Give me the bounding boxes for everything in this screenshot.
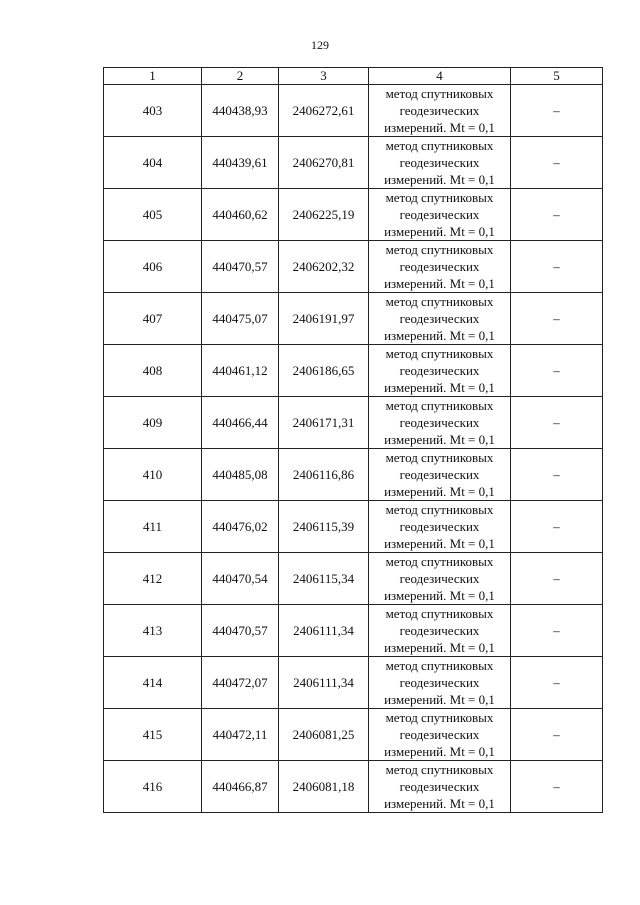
table-row (104, 293, 603, 345)
table-row (104, 345, 603, 397)
column-5-cell: – (511, 761, 603, 813)
method-text-line: геодезических (399, 259, 480, 274)
method-text-line: геодезических (399, 727, 480, 742)
method-text-line: измерений. Mt = 0,1 (384, 432, 495, 447)
column-5-cell: – (511, 657, 603, 709)
method-cell (369, 293, 511, 345)
point-number-cell: 411 (104, 501, 202, 553)
method-text-line: измерений. Mt = 0,1 (384, 276, 495, 291)
method-text-line: метод спутниковых (385, 294, 494, 309)
x-coordinate-cell: 440472,07 (202, 657, 279, 709)
method-text-line: измерений. Mt = 0,1 (384, 484, 495, 499)
y-coordinate-cell: 2406081,25 (279, 709, 369, 761)
x-coordinate-cell: 440466,87 (202, 761, 279, 813)
y-coordinate-cell: 2406111,34 (279, 605, 369, 657)
table-header-row (104, 68, 603, 85)
column-5-cell: – (511, 137, 603, 189)
column-5-cell: – (511, 397, 603, 449)
method-text-line: метод спутниковых (385, 606, 494, 621)
method-cell (369, 397, 511, 449)
column-header-5: 5 (511, 68, 603, 85)
method-text-line: геодезических (399, 623, 480, 638)
method-text-line: метод спутниковых (385, 502, 494, 517)
method-cell (369, 709, 511, 761)
point-number-cell: 412 (104, 553, 202, 605)
method-cell (369, 657, 511, 709)
point-number-cell: 414 (104, 657, 202, 709)
method-text-line: геодезических (399, 103, 480, 118)
method-text-line: геодезических (399, 207, 480, 222)
y-coordinate-cell: 2406116,86 (279, 449, 369, 501)
y-coordinate-cell: 2406225,19 (279, 189, 369, 241)
method-cell (369, 189, 511, 241)
table-row (104, 657, 603, 709)
method-text-line: метод спутниковых (385, 190, 494, 205)
column-5-cell: – (511, 553, 603, 605)
y-coordinate-cell: 2406115,34 (279, 553, 369, 605)
y-coordinate-cell: 2406115,39 (279, 501, 369, 553)
table-row (104, 553, 603, 605)
column-header-4: 4 (369, 68, 511, 85)
column-5-cell: – (511, 241, 603, 293)
method-text-line: метод спутниковых (385, 554, 494, 569)
y-coordinate-cell: 2406171,31 (279, 397, 369, 449)
point-number-cell: 406 (104, 241, 202, 293)
method-text-line: метод спутниковых (385, 86, 494, 101)
table-row (104, 137, 603, 189)
x-coordinate-cell: 440461,12 (202, 345, 279, 397)
y-coordinate-cell: 2406111,34 (279, 657, 369, 709)
method-cell (369, 137, 511, 189)
table-row (104, 189, 603, 241)
method-cell (369, 85, 511, 137)
x-coordinate-cell: 440476,02 (202, 501, 279, 553)
column-header-3: 3 (279, 68, 369, 85)
point-number-cell: 408 (104, 345, 202, 397)
method-text-line: метод спутниковых (385, 398, 494, 413)
x-coordinate-cell: 440475,07 (202, 293, 279, 345)
point-number-cell: 403 (104, 85, 202, 137)
method-cell (369, 761, 511, 813)
point-number-cell: 415 (104, 709, 202, 761)
column-5-cell: – (511, 449, 603, 501)
x-coordinate-cell: 440472,11 (202, 709, 279, 761)
method-text-line: геодезических (399, 467, 480, 482)
column-5-cell: – (511, 605, 603, 657)
method-text-line: геодезических (399, 779, 480, 794)
column-header-2: 2 (202, 68, 279, 85)
table-row (104, 241, 603, 293)
method-text-line: метод спутниковых (385, 762, 494, 777)
method-text-line: измерений. Mt = 0,1 (384, 224, 495, 239)
method-text-line: измерений. Mt = 0,1 (384, 640, 495, 655)
x-coordinate-cell: 440438,93 (202, 85, 279, 137)
column-5-cell: – (511, 501, 603, 553)
page-number: 129 (311, 38, 329, 52)
y-coordinate-cell: 2406191,97 (279, 293, 369, 345)
method-text-line: измерений. Mt = 0,1 (384, 380, 495, 395)
x-coordinate-cell: 440439,61 (202, 137, 279, 189)
method-cell (369, 553, 511, 605)
method-text-line: геодезических (399, 311, 480, 326)
table-row (104, 761, 603, 813)
method-text-line: геодезических (399, 415, 480, 430)
y-coordinate-cell: 2406272,61 (279, 85, 369, 137)
column-5-cell: – (511, 345, 603, 397)
method-text-line: метод спутниковых (385, 346, 494, 361)
method-cell (369, 345, 511, 397)
point-number-cell: 416 (104, 761, 202, 813)
method-cell (369, 449, 511, 501)
method-text-line: измерений. Mt = 0,1 (384, 692, 495, 707)
coordinates-table (103, 67, 603, 813)
column-5-cell: – (511, 293, 603, 345)
method-text-line: измерений. Mt = 0,1 (384, 536, 495, 551)
method-text-line: геодезических (399, 571, 480, 586)
x-coordinate-cell: 440470,57 (202, 241, 279, 293)
y-coordinate-cell: 2406081,18 (279, 761, 369, 813)
method-cell (369, 241, 511, 293)
y-coordinate-cell: 2406186,65 (279, 345, 369, 397)
column-header-1: 1 (104, 68, 202, 85)
method-text-line: метод спутниковых (385, 658, 494, 673)
x-coordinate-cell: 440466,44 (202, 397, 279, 449)
method-text-line: метод спутниковых (385, 450, 494, 465)
table-body (104, 85, 603, 813)
method-text-line: метод спутниковых (385, 710, 494, 725)
x-coordinate-cell: 440485,08 (202, 449, 279, 501)
column-5-cell: – (511, 85, 603, 137)
x-coordinate-cell: 440460,62 (202, 189, 279, 241)
table-row (104, 501, 603, 553)
method-text-line: измерений. Mt = 0,1 (384, 120, 495, 135)
point-number-cell: 409 (104, 397, 202, 449)
table-row (104, 605, 603, 657)
method-text-line: геодезических (399, 675, 480, 690)
method-cell (369, 605, 511, 657)
y-coordinate-cell: 2406270,81 (279, 137, 369, 189)
method-text-line: метод спутниковых (385, 138, 494, 153)
point-number-cell: 404 (104, 137, 202, 189)
x-coordinate-cell: 440470,54 (202, 553, 279, 605)
point-number-cell: 413 (104, 605, 202, 657)
method-text-line: метод спутниковых (385, 242, 494, 257)
method-text-line: измерений. Mt = 0,1 (384, 744, 495, 759)
table-row (104, 397, 603, 449)
y-coordinate-cell: 2406202,32 (279, 241, 369, 293)
method-text-line: геодезических (399, 519, 480, 534)
x-coordinate-cell: 440470,57 (202, 605, 279, 657)
method-text-line: измерений. Mt = 0,1 (384, 796, 495, 811)
table-row (104, 709, 603, 761)
point-number-cell: 407 (104, 293, 202, 345)
point-number-cell: 410 (104, 449, 202, 501)
method-text-line: измерений. Mt = 0,1 (384, 588, 495, 603)
method-text-line: геодезических (399, 363, 480, 378)
column-5-cell: – (511, 189, 603, 241)
method-text-line: измерений. Mt = 0,1 (384, 172, 495, 187)
column-5-cell: – (511, 709, 603, 761)
method-text-line: геодезических (399, 155, 480, 170)
table-row (104, 85, 603, 137)
point-number-cell: 405 (104, 189, 202, 241)
table-row (104, 449, 603, 501)
method-text-line: измерений. Mt = 0,1 (384, 328, 495, 343)
method-cell (369, 501, 511, 553)
